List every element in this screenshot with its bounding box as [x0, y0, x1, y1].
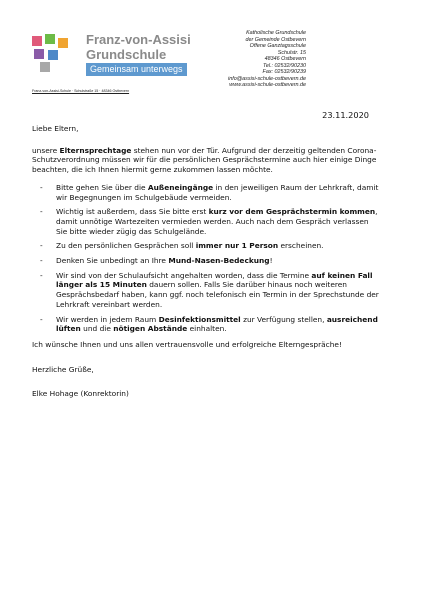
list-item-text: Wir sind von der Schulaufsicht angehalten worden, dass die Termine auf keinen Fall länger als 15 Minuten dauern sollen. Falls Sie darüber hinaus noch weiteren Gesprächsbedarf haben, kann ggf. noch telefonisch ein Termin in der Sprechstunde der Lehrkraft vereinbart werden.	[56, 270, 379, 309]
list-item	[32, 207, 382, 236]
contact-line: Offene Ganztagsschule	[249, 43, 306, 49]
letter-body	[32, 124, 382, 399]
contact-line: Schulstr. 15	[277, 49, 306, 56]
list-item	[32, 256, 382, 266]
dash-bullet: -	[40, 314, 43, 324]
contact-line: der Gemeinde Ostbevern	[245, 36, 306, 43]
contact-line: Katholische Grundschule	[246, 30, 306, 36]
contact-block	[228, 30, 306, 89]
greeting: Herzliche Grüße,	[32, 364, 94, 374]
contact-line: Fax: 02532/90239	[262, 69, 306, 75]
school-logo	[32, 34, 92, 74]
dash-bullet: -	[40, 182, 43, 192]
dash-bullet: -	[40, 207, 43, 217]
list-item	[32, 271, 382, 310]
list-item-text: Wir werden in jedem Raum Desinfektionsmittel zur Verfügung stellen, ausreichend lüften und die nötigen Abstände einhalten.	[56, 314, 378, 334]
intro-paragraph: unsere Elternsprechtage stehen nun vor der Tür. Aufgrund der derzeitig geltenden Corona-Schutzverordnung müssen wir für die persönlichen Gesprächstermine auch hier einige Dinge beachten, die ich Ihnen hiermit gerne zukommen lassen möchte.	[32, 145, 377, 175]
logo-square	[48, 50, 58, 60]
contact-line: 48346 Ostbevern	[264, 56, 306, 62]
school-name-line-2: Grundschule	[86, 47, 167, 62]
dash-bullet: -	[40, 241, 43, 251]
school-name-line-1: Franz-von-Assisi	[86, 32, 191, 47]
list-item	[32, 183, 382, 202]
contact-email: info@assisi-schule-ostbevern.de	[228, 75, 306, 82]
logo-square	[40, 62, 50, 72]
list-item-text: Denken Sie unbedingt an Ihre Mund-Nasen-Bedeckung!	[56, 256, 273, 266]
contact-website: www.assisi-schule-ostbevern.de	[229, 82, 306, 88]
contact-line: Tel.: 02532/90230	[263, 62, 306, 69]
list-item-text: Wichtig ist außerdem, dass Sie bitte erst kurz vor dem Gesprächstermin kommen, damit unnötige Wartezeiten vermieden werden. Auch nach dem Gespräch verlassen Sie bitte wieder zügig das Schulgelände.	[56, 207, 378, 236]
dash-bullet: -	[40, 256, 43, 266]
signature: Elke Hohage (Konrektorin)	[32, 389, 129, 399]
dash-bullet: -	[40, 270, 43, 280]
sender-address-line: Franz-von-Assisi-Schule · Schulstraße 15 · 48346 Ostbevern	[32, 89, 130, 93]
letter-date: 23.11.2020	[322, 110, 369, 120]
list-item-text: Bitte gehen Sie über die Außeneingänge in den jeweiligen Raum der Lehrkraft, damit wir Begegnungen im Schulgebäude vermeiden.	[56, 182, 379, 202]
school-slogan: Gemeinsam unterwegs	[86, 63, 187, 76]
list-item	[32, 241, 382, 251]
school-name	[86, 32, 191, 62]
list-item-text: Zu den persönlichen Gesprächen soll immer nur 1 Person erscheinen.	[56, 241, 324, 251]
logo-square	[34, 49, 44, 59]
logo-square	[58, 38, 68, 48]
salutation: Liebe Eltern,	[32, 124, 79, 133]
logo-square	[45, 34, 55, 44]
rules-list	[32, 183, 382, 334]
closing-sentence: Ich wünsche Ihnen und uns allen vertrauensvolle und erfolgreiche Elterngespräche!	[32, 339, 342, 349]
logo-square	[32, 36, 42, 46]
list-item	[32, 315, 382, 334]
